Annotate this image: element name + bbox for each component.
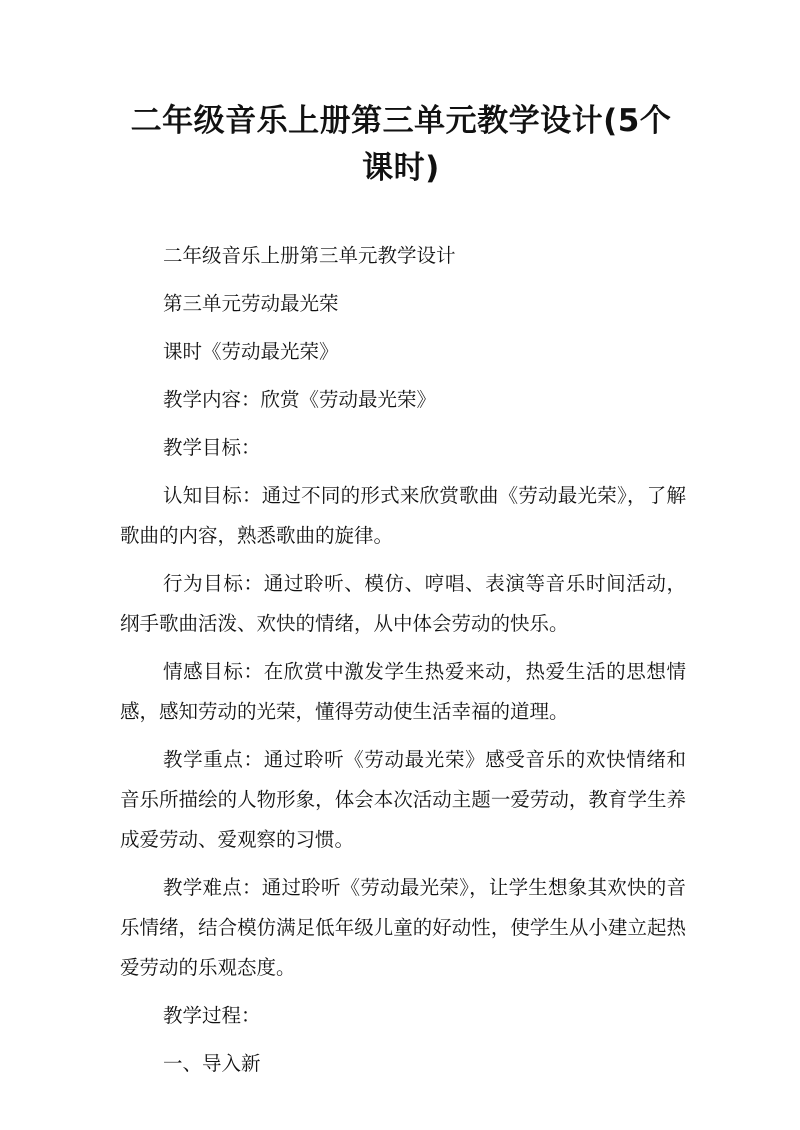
paragraph-key-points: 教学重点：通过聆听《劳动最光荣》感受音乐的欢快情绪和音乐所描绘的人物形象，体会本次活动主题一爱劳动，教育学生养成爱劳动、爱观察的习惯。 [120, 748, 686, 851]
document-body [120, 236, 686, 1092]
paragraph-introduction: 一、导入新 [163, 1052, 261, 1075]
paragraph-objectives-heading: 教学目标： [163, 436, 261, 459]
paragraph-content: 教学内容：欣赏《劳动最光荣》 [163, 388, 437, 411]
paragraph-lesson: 课时《劳动最光荣》 [163, 340, 339, 363]
paragraph-process-heading: 教学过程： [163, 1004, 261, 1027]
paragraph-unit-design: 二年级音乐上册第三单元教学设计 [163, 244, 456, 267]
paragraph-cognitive-goal: 认知目标：通过不同的形式来欣赏歌曲《劳动最光荣》，了解歌曲的内容，熟悉歌曲的旋律。 [120, 484, 686, 547]
paragraph-behavior-goal: 行为目标：通过聆听、模仿、哼唱、表演等音乐时间活动，纲手歌曲活泼、欢快的情绪，从中体会劳动的快乐。 [120, 572, 686, 635]
paragraph-difficulties: 教学难点：通过聆听《劳动最光荣》，让学生想象其欢快的音乐情绪，结合模仿满足低年级儿童的好动性，使学生从小建立起热爱劳动的乐观态度。 [120, 876, 686, 979]
paragraph-unit-title: 第三单元劳动最光荣 [163, 292, 339, 315]
document-title: 二年级音乐上册第三单元教学设计(5个课时) [130, 103, 672, 186]
paragraph-emotional-goal: 情感目标：在欣赏中激发学生热爱来动，热爱生活的思想情感，感知劳动的光荣，懂得劳动使生活幸福的道理。 [120, 660, 686, 723]
